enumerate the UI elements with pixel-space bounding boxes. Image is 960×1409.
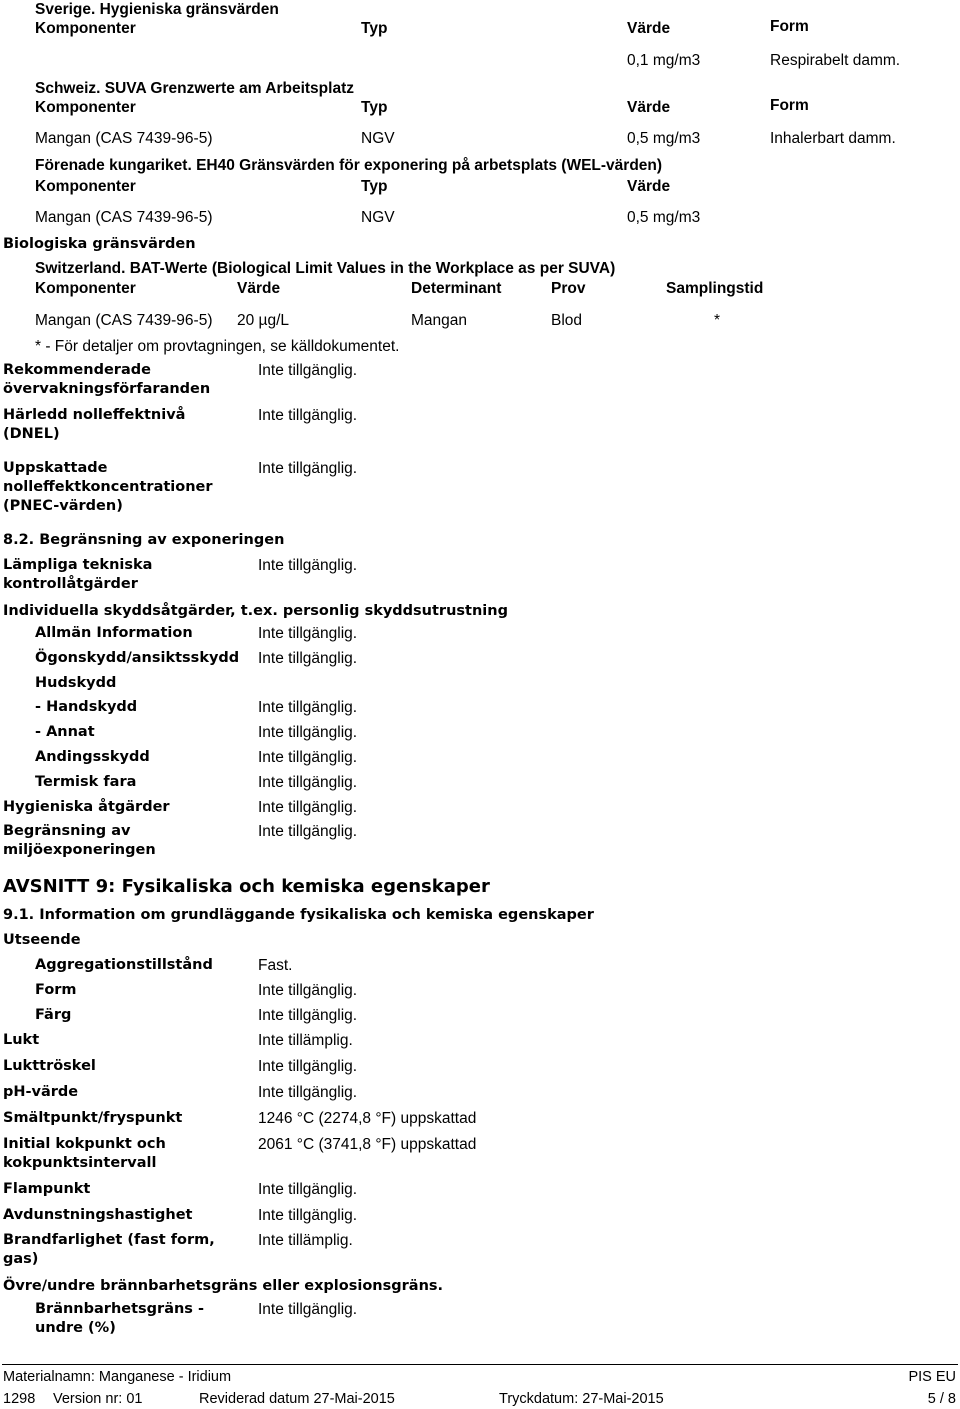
section-title: Individuella skyddsåtgärder, t.ex. personlig skyddsutrustning	[3, 603, 508, 619]
boiling-label: Initial kokpunkt och kokpunktsintervall	[3, 1136, 166, 1171]
flammability-value: Inte tillämplig.	[258, 1232, 353, 1249]
hygiene-value: Inte tillgänglig.	[258, 799, 358, 816]
section-title: Schweiz. SUVA Grenzwerte am Arbeitsplatz	[35, 80, 354, 97]
cell-value: 20 µg/L	[237, 312, 290, 329]
section-heading: AVSNITT 9: Fysikaliska och kemiska egenskaper	[3, 876, 490, 897]
cell-determinant: Mangan	[411, 312, 468, 329]
footer-doc-id: PIS EU	[908, 1369, 956, 1385]
col-header: Samplingstid	[666, 280, 764, 297]
col-header: Komponenter	[35, 99, 136, 116]
odor-value: Inte tillämplig.	[258, 1032, 353, 1049]
pnec-value: Inte tillgänglig.	[258, 460, 358, 477]
form-label: Form	[35, 982, 77, 998]
monitoring-label: Rekommenderade övervakningsförfaranden	[3, 362, 211, 397]
cell-component: Mangan (CAS 7439-96-5)	[35, 130, 213, 147]
pnec-label: Uppskattade nolleffektkoncentrationer (PNEC-värden)	[3, 460, 213, 514]
env-label: Begränsning av miljöexponeringen	[3, 823, 156, 858]
general-value: Inte tillgänglig.	[258, 625, 358, 642]
tech-value: Inte tillgänglig.	[258, 557, 358, 574]
col-header: Värde	[237, 280, 281, 297]
hand-label: - Handskydd	[35, 699, 138, 715]
col-header: Typ	[361, 99, 388, 116]
col-header: Värde	[627, 178, 671, 195]
footer-revised: Reviderad datum 27-Mai-2015	[199, 1391, 395, 1407]
odor-label: Lukt	[3, 1032, 40, 1048]
cell-component: Mangan (CAS 7439-96-5)	[35, 312, 213, 329]
col-header: Typ	[361, 20, 388, 37]
state-label: Aggregationstillstånd	[35, 957, 213, 973]
other-label: - Annat	[35, 724, 95, 740]
color-label: Färg	[35, 1007, 72, 1023]
color-value: Inte tillgänglig.	[258, 1007, 358, 1024]
resp-value: Inte tillgänglig.	[258, 749, 358, 766]
lower-limit-value: Inte tillgänglig.	[258, 1301, 358, 1318]
evaporation-label: Avdunstningshastighet	[3, 1207, 193, 1223]
dnel-label: Härledd nolleffektnivå (DNEL)	[3, 407, 186, 442]
footer-printed: Tryckdatum: 27-Mai-2015	[499, 1391, 664, 1407]
footer-divider	[2, 1364, 958, 1365]
col-header: Komponenter	[35, 280, 136, 297]
footer-code: 1298	[3, 1391, 36, 1407]
cell-form: Inhalerbart damm.	[770, 130, 896, 147]
footer-material: Materialnamn: Manganese - Iridium	[3, 1369, 232, 1385]
cell-prov: Blod	[551, 312, 583, 329]
cell-component: Mangan (CAS 7439-96-5)	[35, 209, 213, 226]
form-value: Inte tillgänglig.	[258, 982, 358, 999]
cell-value: 0,5 mg/m3	[627, 209, 701, 226]
col-header: Prov	[551, 280, 586, 297]
melting-value: 1246 °C (2274,8 °F) uppskattad	[258, 1110, 477, 1127]
col-header: Determinant	[411, 280, 502, 297]
footnote: * - För detaljer om provtagningen, se källdokumentet.	[35, 338, 400, 355]
monitoring-value: Inte tillgänglig.	[258, 362, 358, 379]
cell-type: NGV	[361, 209, 395, 226]
section-title: Förenade kungariket. EH40 Gränsvärden för exponering på arbetsplats (WEL-värden)	[35, 157, 663, 174]
section-subtitle: Switzerland. BAT-Werte (Biological Limit Values in the Workplace as per SUVA)	[35, 260, 616, 277]
cell-form: Respirabelt damm.	[770, 52, 901, 69]
odor-threshold-label: Lukttröskel	[3, 1058, 96, 1074]
col-header: Komponenter	[35, 20, 136, 37]
section-title: Sverige. Hygieniska gränsvärden	[35, 1, 279, 18]
col-header: Form	[770, 97, 809, 114]
thermal-value: Inte tillgänglig.	[258, 774, 358, 791]
footer-version: Version nr: 01	[53, 1391, 143, 1407]
footer-page: 5 / 8	[927, 1391, 956, 1407]
skin-label: Hudskydd	[35, 675, 117, 691]
col-header: Form	[770, 18, 809, 35]
eye-label: Ögonskydd/ansiktsskydd	[35, 650, 240, 666]
resp-label: Andingsskydd	[35, 749, 150, 765]
dnel-value: Inte tillgänglig.	[258, 407, 358, 424]
cell-type: NGV	[361, 130, 395, 147]
ph-label: pH-värde	[3, 1084, 79, 1100]
thermal-label: Termisk fara	[35, 774, 137, 790]
col-header: Värde	[627, 99, 671, 116]
lower-limit-label: Brännbarhetsgräns - undre (%)	[35, 1301, 205, 1336]
other-value: Inte tillgänglig.	[258, 724, 358, 741]
boiling-value: 2061 °C (3741,8 °F) uppskattad	[258, 1136, 477, 1153]
limits-title: Övre/undre brännbarhetsgräns eller explosionsgräns.	[3, 1278, 444, 1294]
cell-value: 0,1 mg/m3	[627, 52, 701, 69]
evaporation-value: Inte tillgänglig.	[258, 1207, 358, 1224]
melting-label: Smältpunkt/fryspunkt	[3, 1110, 183, 1126]
hand-value: Inte tillgänglig.	[258, 699, 358, 716]
section-title: Biologiska gränsvärden	[3, 236, 196, 252]
hygiene-label: Hygieniska åtgärder	[3, 799, 170, 815]
section-title: 8.2. Begränsning av exponeringen	[3, 532, 285, 548]
flammability-label: Brandfarlighet (fast form, gas)	[3, 1232, 215, 1267]
section-title: 9.1. Information om grundläggande fysikaliska och kemiska egenskaper	[3, 907, 594, 923]
cell-value: 0,5 mg/m3	[627, 130, 701, 147]
cell-sampling: *	[714, 312, 721, 329]
appearance-label: Utseende	[3, 932, 81, 948]
tech-label: Lämpliga tekniska kontrollåtgärder	[3, 557, 153, 592]
flash-value: Inte tillgänglig.	[258, 1181, 358, 1198]
flash-label: Flampunkt	[3, 1181, 91, 1197]
env-value: Inte tillgänglig.	[258, 823, 358, 840]
col-header: Komponenter	[35, 178, 136, 195]
ph-value: Inte tillgänglig.	[258, 1084, 358, 1101]
odor-threshold-value: Inte tillgänglig.	[258, 1058, 358, 1075]
general-label: Allmän Information	[35, 625, 193, 641]
col-header: Typ	[361, 178, 388, 195]
col-header: Värde	[627, 20, 671, 37]
state-value: Fast.	[258, 957, 293, 974]
eye-value: Inte tillgänglig.	[258, 650, 358, 667]
